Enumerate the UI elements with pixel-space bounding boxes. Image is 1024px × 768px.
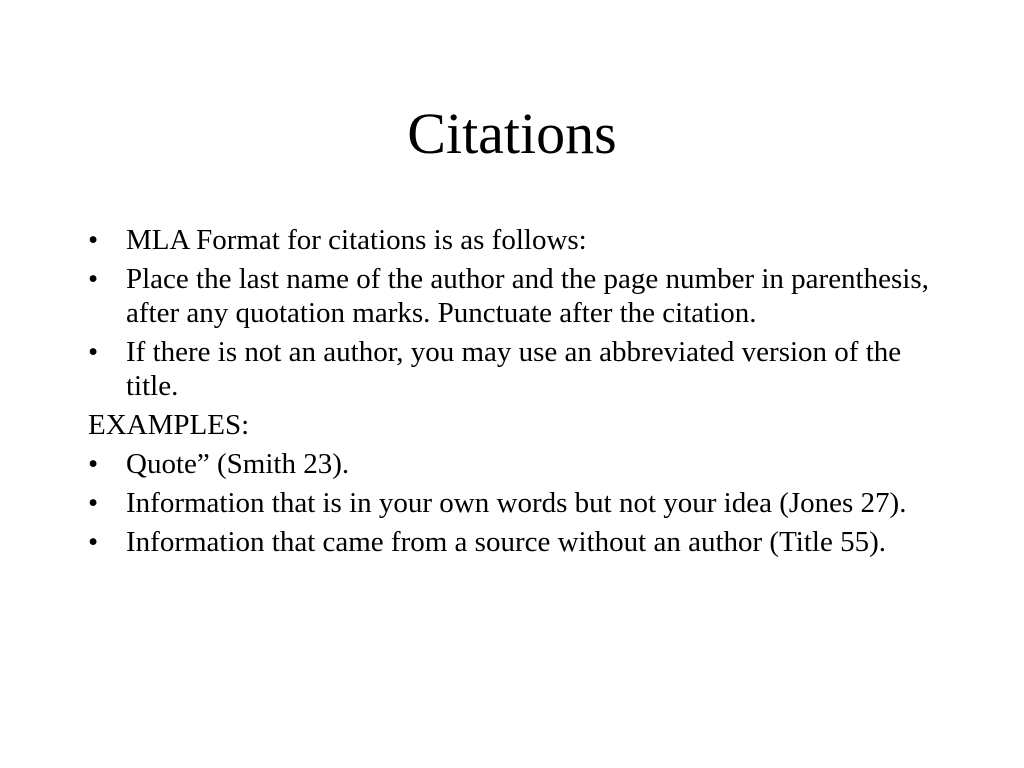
bullet-icon: • [88,336,99,368]
bullet-text: Place the last name of the author and the page number in parenthesis, after any quotation marks. Punctuate after the citation. [126,263,929,329]
bullet-text: If there is not an author, you may use an abbreviated version of the title. [126,336,902,402]
bullet-icon: • [88,263,99,295]
bullet-text: Information that is in your own words but not your idea (Jones 27). [126,487,907,519]
bullet-icon: • [88,487,99,519]
examples-heading-text: EXAMPLES: [88,409,250,441]
slide-title: Citations [407,101,617,166]
bullet-icon: • [88,448,99,480]
bullet-text: Quote” (Smith 23). [126,448,350,480]
bullet-item [88,262,948,330]
bullet-item [88,223,948,257]
bullet-item [88,335,948,403]
bullet-icon: • [88,224,99,256]
bullet-item [88,447,948,481]
slide-content [88,223,948,564]
bullet-text: MLA Format for citations is as follows: [126,224,587,256]
bullet-text: Information that came from a source without an author (Title 55). [126,526,886,558]
bullet-item [88,486,948,520]
bullet-item [88,525,948,559]
examples-heading [88,408,948,442]
bullet-icon: • [88,526,99,558]
